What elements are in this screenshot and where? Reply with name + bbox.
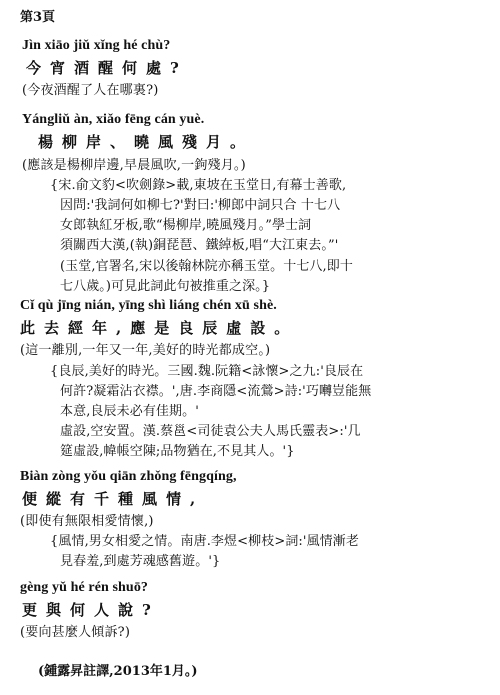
stanza-3-note-line: 筵虛設,幃帳空陳;品物猶在,不見其人。'} bbox=[60, 444, 295, 459]
stanza-3-pinyin: Cǐ qù jīng nián, yīng shì liáng chén xū shè. bbox=[20, 298, 277, 313]
stanza-3-note-line: 何許?凝霜沾衣襟。',唐.李商隱<流鶯>詩:'巧囀豈能無 bbox=[60, 384, 372, 399]
stanza-2-translation: (應該是楊柳岸邊,早晨風吹,一鉤殘月。) bbox=[22, 158, 246, 173]
stanza-5-pinyin: gèng yǔ hé rén shuō? bbox=[20, 580, 149, 595]
stanza-4-translation: (即使有無限相愛情懷,) bbox=[20, 514, 154, 529]
stanza-3-translation: (這一離別,一年又一年,美好的時光都成空。) bbox=[20, 343, 271, 358]
stanza-3-note-line: {良辰,美好的時光。三國.魏.阮籍<詠懷>之九:'良辰在 bbox=[50, 364, 364, 379]
stanza-2-note-line: {宋.俞文豹<吹劍錄>載,東坡在玉堂日,有幕士善歌, bbox=[50, 178, 347, 193]
stanza-2-note-line: (玉堂,官署名,宋以後翰林院亦稱玉堂。十七八,即十 bbox=[60, 259, 353, 274]
translator-credit: (鍾露昇註譯,2013年1月。) bbox=[38, 664, 198, 679]
stanza-4-pinyin: Biàn zòng yǒu qiān zhǒng fēngqíng, bbox=[20, 469, 237, 484]
stanza-3-chinese: 此去經年,應是良辰虛設。 bbox=[20, 319, 299, 337]
page-number: 第3頁 bbox=[20, 10, 56, 25]
stanza-3-note-line: 本意,良辰未必有佳期。' bbox=[60, 404, 199, 419]
stanza-4-chinese: 便縱有千種風情, bbox=[22, 490, 205, 508]
stanza-2-chinese: 楊柳岸、曉風殘月。 bbox=[38, 133, 255, 151]
stanza-2-note-line: 七八歲。)可見此詞此句被推重之深。} bbox=[60, 279, 271, 294]
stanza-2-note-line: 女郎執紅牙板,歌“楊柳岸,曉風殘月。”學士詞 bbox=[60, 218, 312, 233]
stanza-4-note-line: 見春羞,到處芳魂感舊遊。'} bbox=[60, 554, 221, 569]
stanza-5-translation: (要向甚麼人傾訴?) bbox=[20, 625, 131, 640]
stanza-3-note-line: 虛設,空安置。漢.蔡邕<司徒袁公夫人馬氏靈表>:'几 bbox=[60, 424, 361, 439]
stanza-2-note-line: 因問:'我詞何如柳七?'對曰:'柳郎中詞只合 十七八 bbox=[60, 198, 341, 213]
stanza-1-translation: (今夜酒醒了人在哪裏?) bbox=[22, 83, 159, 98]
stanza-2-note-line: 須關西大漢,(執)銅琵琶、鐵綽板,唱“大江東去。”' bbox=[60, 238, 339, 253]
stanza-2-pinyin: Yángliǔ àn, xiǎo fēng cán yuè. bbox=[22, 112, 205, 127]
stanza-1-pinyin: Jìn xiāo jiǔ xǐng hé chù? bbox=[22, 38, 171, 53]
stanza-5-chinese: 更與何人說? bbox=[22, 601, 160, 619]
stanza-1-chinese: 今宵酒醒何處? bbox=[26, 59, 188, 77]
stanza-4-note-line: {風情,男女相愛之情。南唐.李煜<柳枝>詞:'風情漸老 bbox=[50, 534, 359, 549]
